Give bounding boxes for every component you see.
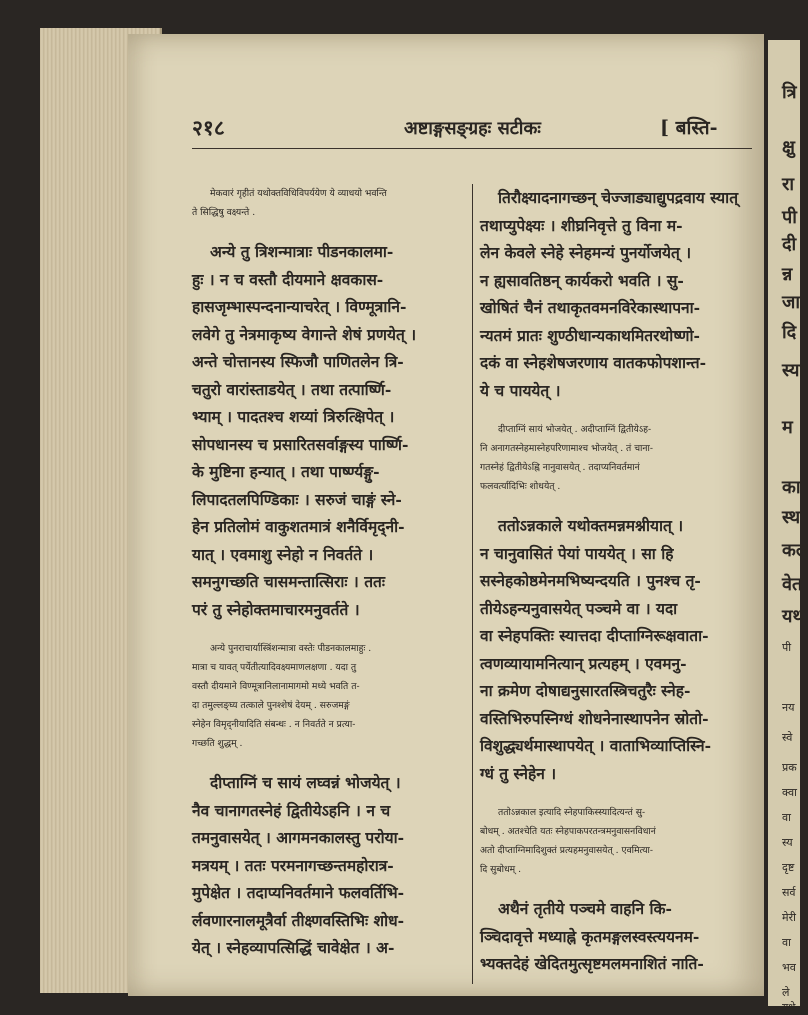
verse-line: सोपधानस्य च प्रसारितसर्वाङ्गस्य पार्ष्णि-	[192, 434, 409, 454]
verse-line: नैव चानागतस्नेहं द्वितीयेऽहनि । न च	[192, 800, 391, 820]
next-page-fragment: पी	[782, 641, 792, 654]
verse-line: के मुष्टिना हन्यात् । तथा पार्ष्ण्यङ्गु-	[192, 462, 380, 481]
commentary-line: स्नेहेन विमृद्नीयादिति संबन्धः . न निवर्तते न प्रत्या-	[192, 719, 356, 730]
commentary-line: मात्रा च यावत् पर्येतीत्यादिवक्ष्यमाणलक्षणा . यदा तु	[192, 662, 357, 673]
verse-line: परं तु स्नेहोक्तमाचारमनुवर्तते ।	[192, 599, 360, 619]
verse-line: मत्रयम् । ततः परमनागच्छन्तमहोरात्र-	[192, 855, 394, 875]
commentary-line: मेकवारं गृहीतं यथोक्तविधिविपर्ययेण ये व्याधयो भवन्ति	[210, 188, 387, 199]
next-page-fragment: वा	[782, 811, 791, 824]
page-header	[192, 114, 752, 144]
verse-line: अन्ते चोत्तानस्य स्फिजौ पाणितलेन त्रि-	[192, 352, 404, 371]
verse-line: भ्यक्तदेहं खेदितमुत्सृष्टमलमनाशितं नाति-	[480, 954, 704, 973]
verse-line: न चानुवासितं पेयां पाययेत् । सा हि	[480, 543, 674, 563]
next-page-fragment: दी	[782, 234, 797, 255]
commentary-line: दा तमुल्लङ्घ्य तत्काले पुनश्शेषं देयम् . सरुजमङ्गं	[192, 700, 350, 711]
commentary-line: दीप्ताग्निं सायं भोजयेत् . अदीप्ताग्निं द्वितीयेऽह-	[498, 424, 652, 435]
verse-block	[480, 895, 756, 978]
next-page-fragment: स्य	[782, 836, 793, 849]
next-page-fragment: कल	[782, 540, 808, 561]
verse-line: तमनुवासयेत् । आगमनकालस्तु परोया-	[192, 828, 405, 847]
verse-line: विशुद्ध्यर्थमास्थापयेत् । वाताभिव्याप्तिस्नि-	[480, 736, 712, 755]
verse-line: मुपेक्षेत । तदाप्यनिवर्तमाने फलवर्तिभि-	[192, 883, 405, 902]
verse-block	[480, 512, 756, 787]
verse-block	[192, 238, 470, 623]
commentary-block	[192, 184, 470, 222]
verse-line: त्वणव्यायामनित्यान् प्रत्यहम् । एवमनु-	[480, 653, 687, 673]
running-title: अष्टाङ्गसङ्ग्रहः सटीकः	[404, 118, 541, 139]
next-page-fragment: दृष्ट	[782, 861, 795, 874]
next-page-edge	[768, 40, 808, 1014]
verse-line: तथाप्युपेक्ष्यः । शीघ्रनिवृत्ते तु विना म-	[480, 215, 683, 235]
block-gap	[192, 623, 470, 639]
verse-line: तीयेऽहन्यनुवासयेत् पञ्चमे वा । यदा	[480, 598, 678, 618]
verse-line: भ्याम् । पादतश्च शय्यां त्रिरुत्क्षिपेत् ।	[192, 407, 395, 426]
verse-line: यात् । एवमाशु स्नेहो न निवर्तते ।	[192, 544, 374, 564]
next-page-fragment: प्रक	[782, 761, 797, 774]
next-page-fragment: क्षु	[782, 137, 795, 158]
block-gap	[480, 496, 756, 512]
next-page-fragment: त्रि	[782, 82, 797, 103]
block-gap	[480, 879, 756, 895]
column-divider	[472, 184, 473, 984]
next-page-fragment: स्थ	[782, 507, 801, 528]
next-page-fragment: स्वे	[782, 731, 793, 744]
commentary-block	[480, 803, 756, 879]
left-column	[192, 184, 470, 962]
next-page-fragment: म	[782, 417, 793, 438]
verse-line: वा स्नेहपक्तिः स्यात्तदा दीप्ताग्निरूक्षवाता-	[480, 626, 709, 645]
section-mark: [ बस्ति-	[660, 117, 718, 139]
next-page-fragment: वेत	[782, 574, 803, 595]
next-page-fragment: वा	[782, 936, 791, 949]
commentary-line: वस्तौ दीयमाने विण्मूत्रानिलानामागमो मध्ये भवति त-	[192, 681, 360, 692]
commentary-line: अन्ये पुनराचार्यास्त्रिंशन्मात्रा वस्तेः पीडनकालमाहुः .	[210, 643, 372, 654]
block-gap	[192, 222, 470, 238]
verse-line: अथैनं तृतीये पञ्चमे वाहनि कि-	[498, 899, 672, 918]
block-gap	[192, 753, 470, 769]
verse-line: अन्ये तु त्रिशन्मात्राः पीडनकालमा-	[210, 242, 394, 261]
verse-line: सस्नेहकोष्ठमेनमभिष्यन्दयति । पुनश्च तृ-	[480, 571, 701, 590]
verse-line: लवेगे तु नेत्रमाकृष्य वेगान्ते शेषं प्रणयेत् ।	[192, 324, 417, 344]
next-page-fragment: जा	[782, 292, 801, 313]
next-page-fragment: नय	[782, 701, 795, 714]
verse-line: तिरौक्ष्यादनागच्छन् चेज्जाड्याद्युपद्रवाय स्यात्	[498, 188, 739, 207]
commentary-line: नि अनागतस्नेहमास्नेहपरिणामाश्च भोजयेत् . तं चाना-	[480, 443, 654, 454]
next-page-fragment: सर्व	[782, 886, 796, 899]
verse-line: हुः । न च वस्तौ दीयमाने क्षवकास-	[192, 269, 384, 289]
verse-line: ततोऽन्नकाले यथोक्तमन्नमश्नीयात् ।	[498, 516, 684, 535]
next-page-fragment: रा	[782, 174, 795, 195]
next-page-fragment: न्न	[782, 264, 793, 285]
next-page-fragment: क्वा	[782, 786, 797, 799]
commentary-line: ततोऽन्नकाल इत्यादि स्नेहपाकिस्स्यादित्यन्तं सु-	[498, 807, 646, 818]
next-page-fragment: दि	[782, 322, 797, 343]
verse-line: र्लवणारनालमूत्रैर्वा तीक्ष्णवस्तिभिः शोध-	[192, 910, 405, 930]
commentary-line: दि सुबोधम् .	[480, 864, 522, 875]
verse-line: वस्तिभिरुपस्निग्धं शोधनेनास्थापनेन स्रोतो-	[480, 708, 709, 728]
verse-line: ये च पाययेत् ।	[480, 380, 561, 400]
next-page-fragment: ले	[782, 986, 790, 999]
verse-line: ग्धं तु स्नेहेन ।	[480, 763, 557, 783]
next-page-fragment: यथे	[782, 1001, 796, 1014]
verse-line: चतुरो वारांस्ताडयेत् । तथा तत्पार्ष्णि-	[192, 379, 392, 399]
commentary-line: अतो दीप्ताग्निमादिशुक्तं प्रत्यहमनुवासयेत् . एवमित्या-	[480, 845, 654, 856]
verse-line: न्यतमं प्रातः शुण्ठीधान्यकाथमितरथोष्णो-	[480, 325, 700, 345]
right-column	[480, 184, 756, 978]
commentary-line: बोधम् . अतश्चेति यतः स्नेहपाकपरतन्त्रमनुवासनविधानं	[480, 826, 656, 837]
verse-block	[480, 184, 756, 404]
verse-line: लिपादतलपिण्डिकाः । सरुजं चाङ्गं स्ने-	[192, 489, 402, 509]
commentary-line: फलवर्त्यादिभिः शोधयेत् .	[480, 481, 561, 492]
commentary-block	[192, 639, 470, 753]
verse-line: समनुगच्छति चासमन्तात्सिराः । ततः	[192, 572, 385, 591]
verse-line: ञ्चिदावृत्ते मध्याह्ने कृतमङ्गलस्वस्त्ययनम-	[480, 926, 700, 946]
book-page	[128, 34, 764, 996]
next-page-fragment: का	[782, 477, 801, 498]
verse-line: हासजृम्भास्पन्दनान्याचरेत् । विण्मूत्रानि-	[192, 297, 407, 316]
commentary-block	[480, 420, 756, 496]
verse-line: न ह्यसावतिष्ठन् कार्यकरो भवति । सु-	[480, 270, 684, 290]
next-page-fragment: स्या	[782, 360, 805, 381]
block-gap	[480, 787, 756, 803]
page-number: २१८	[192, 115, 225, 140]
next-page-fragment: पी	[782, 207, 797, 228]
block-gap	[480, 404, 756, 420]
next-page-fragment: यथ	[782, 606, 804, 627]
commentary-line: गतस्नेहं द्वितीयेऽह्नि नानुवासयेत् . तदाप्यनिवर्तमानं	[480, 462, 640, 473]
verse-line: हेन प्रतिलोमं वाकुशतमात्रं शनैर्विमृद्नी-	[192, 517, 405, 536]
commentary-line: ते सिद्धिषु वक्ष्यन्ते .	[192, 207, 256, 218]
next-page-fragment: मेरी	[782, 911, 796, 924]
verse-line: दकं वा स्नेहशेषजरणाय वातकफोपशान्त-	[480, 353, 706, 372]
header-rule	[192, 148, 752, 149]
verse-line: दीप्ताग्निं च सायं लघ्वन्नं भोजयेत् ।	[210, 773, 401, 792]
verse-line: लेन केवले स्नेहे स्नेहमन्यं पुनर्योजयेत् ।	[480, 243, 692, 262]
verse-block	[192, 769, 470, 962]
next-page-fragment: भव	[782, 961, 796, 974]
verse-line: खोषितं चैनं तथाकृतवमनविरेकास्थापना-	[480, 298, 701, 317]
commentary-line: गच्छति शुद्धम् .	[192, 738, 243, 749]
verse-line: ना क्रमेण दोषाद्यनुसारतस्त्रिचतुरैः स्नेह-	[480, 681, 691, 700]
verse-line: येत् । स्नेहव्यापत्सिद्धिं चावेक्षेत । अ-	[192, 938, 395, 957]
